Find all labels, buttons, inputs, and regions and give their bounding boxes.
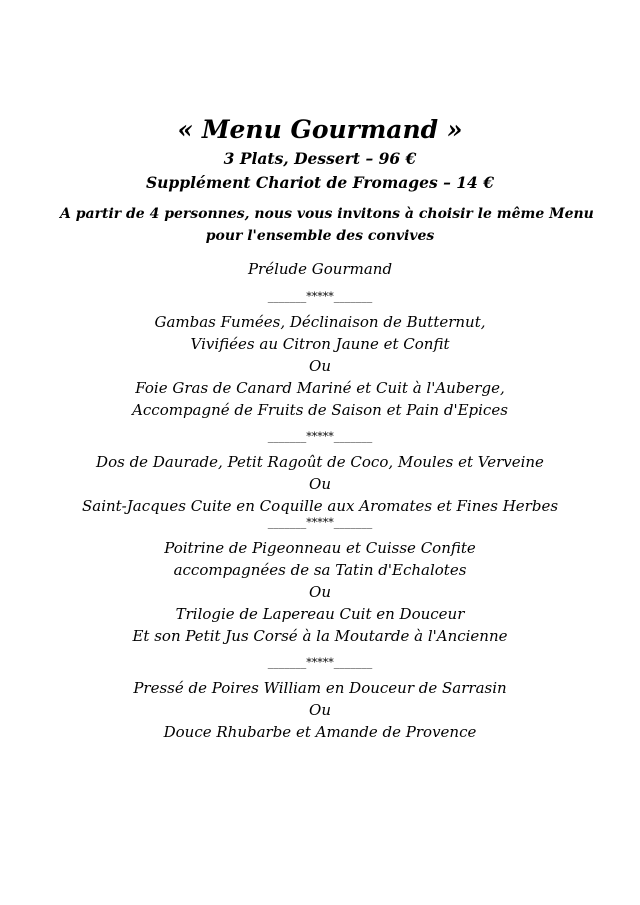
or-label: Ou	[309, 583, 331, 601]
intro-line: pour l'ensemble des convives	[205, 228, 435, 244]
mains-course	[0, 537, 640, 647]
dish-line: Accompagné de Fruits de Saison et Pain d'Epices	[132, 401, 508, 419]
cheese-supplement: Supplément Chariot de Fromages – 14 €	[145, 173, 495, 192]
dish-line: Vivifiées au Citron Jaune et Confit	[190, 335, 450, 353]
menu-title: « Menu Gourmand »	[177, 115, 463, 144]
menu-price: 3 Plats, Dessert – 96 €	[223, 149, 417, 168]
dish-line: Pressé de Poires William en Douceur de Sarrasin	[133, 679, 507, 697]
separator: _______*****_______	[267, 430, 373, 443]
starters-course	[0, 311, 640, 421]
separator: _______*****_______	[267, 516, 373, 529]
dish-line: Dos de Daurade, Petit Ragoût de Coco, Moules et Verveine	[96, 453, 544, 471]
intro-note	[60, 203, 594, 247]
dish-line: Gambas Fumées, Déclinaison de Butternut,	[154, 313, 486, 331]
dish-line: Poitrine de Pigeonneau et Cuisse Confite	[164, 539, 476, 557]
desserts-course	[0, 677, 640, 743]
intro-line: A partir de 4 personnes, nous vous invitons à choisir le même Menu	[60, 206, 594, 222]
dish-line: Douce Rhubarbe et Amande de Provence	[163, 723, 477, 741]
or-label: Ou	[309, 357, 331, 375]
or-label: Ou	[309, 475, 331, 493]
dish-line: Et son Petit Jus Corsé à la Moutarde à l'Ancienne	[132, 627, 508, 645]
separator: _______*****_______	[267, 656, 373, 669]
prelude: Prélude Gourmand	[247, 260, 393, 278]
dish-line: accompagnées de sa Tatin d'Echalotes	[173, 561, 467, 579]
dish-line: Trilogie de Lapereau Cuit en Douceur	[175, 605, 465, 623]
or-label: Ou	[309, 701, 331, 719]
fish-course	[0, 451, 640, 517]
dish-line: Foie Gras de Canard Mariné et Cuit à l'Auberge,	[135, 379, 505, 397]
dish-line: Saint-Jacques Cuite en Coquille aux Aromates et Fines Herbes	[81, 497, 559, 515]
separator: _______*****_______	[267, 290, 373, 303]
